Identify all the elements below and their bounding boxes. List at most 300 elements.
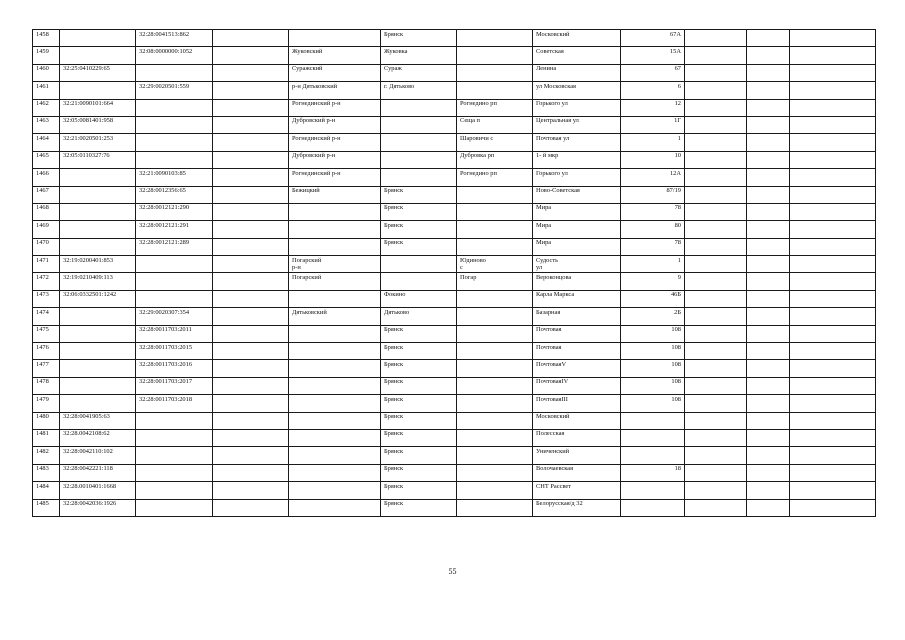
cell-settlement: Рогнедино рп	[457, 99, 533, 116]
cell-empty-col	[213, 290, 289, 307]
cell-extra-col-2	[747, 169, 790, 186]
cell-extra-col-2	[747, 308, 790, 325]
cell-cadastral-number-a: 32:19:0210409:113	[60, 273, 136, 290]
cell-street: Судость ул	[533, 256, 621, 273]
cell-row-number: 1469	[33, 221, 60, 238]
cell-extra-col-1	[685, 482, 747, 499]
cell-district	[289, 238, 381, 255]
cell-city: Брянск	[381, 360, 457, 377]
cell-row-number: 1476	[33, 343, 60, 360]
table-row	[33, 99, 876, 116]
cell-empty-col	[213, 395, 289, 412]
cell-extra-col-2	[747, 221, 790, 238]
cell-district: Рогнединский р-н	[289, 169, 381, 186]
cell-row-number: 1471	[33, 256, 60, 273]
cell-cadastral-number-b: 32:28:0012121:290	[136, 203, 213, 220]
cell-extra-col-3	[790, 238, 876, 255]
cell-street: Центральная ул	[533, 116, 621, 133]
cell-empty-col	[213, 464, 289, 481]
table-row	[33, 203, 876, 220]
cell-city: Брянск	[381, 464, 457, 481]
cell-cadastral-number-a	[60, 203, 136, 220]
cell-house-number: 108	[621, 325, 685, 342]
cell-house-number: 87/19	[621, 186, 685, 203]
cell-district: Погарский	[289, 273, 381, 290]
cell-empty-col	[213, 186, 289, 203]
cell-street: Белорусская/д 32	[533, 499, 621, 516]
cell-extra-col-3	[790, 82, 876, 99]
cell-house-number: 15А	[621, 47, 685, 64]
cell-empty-col	[213, 238, 289, 255]
cell-city	[381, 273, 457, 290]
cell-extra-col-1	[685, 447, 747, 464]
cell-cadastral-number-a	[60, 308, 136, 325]
cell-cadastral-number-a	[60, 238, 136, 255]
cell-house-number: 46Б	[621, 290, 685, 307]
cell-extra-col-3	[790, 377, 876, 394]
cell-house-number: 1	[621, 134, 685, 151]
table-row	[33, 308, 876, 325]
cell-extra-col-2	[747, 30, 790, 47]
cell-settlement	[457, 47, 533, 64]
cell-cadastral-number-a	[60, 82, 136, 99]
cell-empty-col	[213, 99, 289, 116]
cell-extra-col-1	[685, 99, 747, 116]
cell-extra-col-1	[685, 308, 747, 325]
cell-row-number: 1462	[33, 99, 60, 116]
cell-district	[289, 360, 381, 377]
cell-cadastral-number-b: 32:28:0012121:291	[136, 221, 213, 238]
cell-district	[289, 482, 381, 499]
cell-city: Брянск	[381, 395, 457, 412]
cell-settlement	[457, 343, 533, 360]
cell-extra-col-1	[685, 47, 747, 64]
cell-street: Ленина	[533, 64, 621, 81]
cell-row-number: 1470	[33, 238, 60, 255]
cell-district: Рогнединский р-н	[289, 99, 381, 116]
cell-house-number	[621, 499, 685, 516]
cell-house-number: 12	[621, 99, 685, 116]
cell-empty-col	[213, 343, 289, 360]
cell-row-number: 1482	[33, 447, 60, 464]
cell-extra-col-1	[685, 238, 747, 255]
cell-district: Погарский р-н	[289, 256, 381, 273]
cell-empty-col	[213, 273, 289, 290]
cell-district: р-н Дятьковский	[289, 82, 381, 99]
cell-cadastral-number-a	[60, 221, 136, 238]
table-row	[33, 395, 876, 412]
table-row	[33, 221, 876, 238]
cell-city: Брянск	[381, 429, 457, 446]
table-row	[33, 47, 876, 64]
cell-cadastral-number-a: 32:28:0041905:63	[60, 412, 136, 429]
cell-cadastral-number-b: 32:29:0020307:354	[136, 308, 213, 325]
cell-street: 1- й мкр	[533, 151, 621, 168]
cell-extra-col-1	[685, 82, 747, 99]
cell-house-number: 78	[621, 238, 685, 255]
cell-empty-col	[213, 325, 289, 342]
table-row	[33, 134, 876, 151]
cell-extra-col-2	[747, 447, 790, 464]
cell-city: Жуковка	[381, 47, 457, 64]
cell-city	[381, 151, 457, 168]
cell-extra-col-2	[747, 464, 790, 481]
cell-city: Брянск	[381, 377, 457, 394]
cell-extra-col-2	[747, 482, 790, 499]
cell-street: Карла Маркса	[533, 290, 621, 307]
table-row	[33, 238, 876, 255]
cell-extra-col-3	[790, 64, 876, 81]
table-row	[33, 325, 876, 342]
cell-row-number: 1484	[33, 482, 60, 499]
cell-house-number	[621, 429, 685, 446]
cell-settlement	[457, 308, 533, 325]
cell-district	[289, 447, 381, 464]
cell-extra-col-2	[747, 290, 790, 307]
cell-city: Брянск	[381, 499, 457, 516]
cell-district	[289, 203, 381, 220]
cell-row-number: 1483	[33, 464, 60, 481]
cell-cadastral-number-a	[60, 186, 136, 203]
cell-cadastral-number-a: 32:21:0020501:253	[60, 134, 136, 151]
cell-extra-col-1	[685, 464, 747, 481]
cell-street: Базарная	[533, 308, 621, 325]
cell-extra-col-2	[747, 273, 790, 290]
cell-district	[289, 429, 381, 446]
cell-extra-col-3	[790, 169, 876, 186]
cell-row-number: 1459	[33, 47, 60, 64]
table-row	[33, 151, 876, 168]
cell-street: Ново-Советская	[533, 186, 621, 203]
cell-city: Брянск	[381, 238, 457, 255]
cell-settlement	[457, 412, 533, 429]
table-row	[33, 290, 876, 307]
cell-extra-col-1	[685, 429, 747, 446]
cell-settlement	[457, 464, 533, 481]
cell-row-number: 1463	[33, 116, 60, 133]
cell-settlement: Рогнедино рп	[457, 169, 533, 186]
cell-city: Брянск	[381, 186, 457, 203]
cell-settlement	[457, 238, 533, 255]
cell-street: ул Московская	[533, 82, 621, 99]
cell-empty-col	[213, 203, 289, 220]
cell-cadastral-number-b	[136, 412, 213, 429]
cell-extra-col-3	[790, 343, 876, 360]
cell-settlement	[457, 64, 533, 81]
cell-settlement	[457, 325, 533, 342]
cell-cadastral-number-b: 32:08:0000000:1052	[136, 47, 213, 64]
cell-extra-col-2	[747, 343, 790, 360]
table-row	[33, 360, 876, 377]
cell-cadastral-number-b: 32:28:0012121:289	[136, 238, 213, 255]
table-row	[33, 377, 876, 394]
cell-settlement: Дубровка рп	[457, 151, 533, 168]
cell-cadastral-number-a	[60, 47, 136, 64]
cell-cadastral-number-b	[136, 99, 213, 116]
cell-extra-col-1	[685, 256, 747, 273]
cell-district: Суражский	[289, 64, 381, 81]
cell-cadastral-number-b	[136, 429, 213, 446]
cell-row-number: 1474	[33, 308, 60, 325]
cell-extra-col-1	[685, 273, 747, 290]
cell-settlement	[457, 499, 533, 516]
cell-house-number: 67А	[621, 30, 685, 47]
table-row	[33, 343, 876, 360]
cell-district	[289, 343, 381, 360]
cell-extra-col-1	[685, 395, 747, 412]
cell-house-number	[621, 447, 685, 464]
cell-extra-col-1	[685, 325, 747, 342]
cell-extra-col-3	[790, 186, 876, 203]
cell-row-number: 1485	[33, 499, 60, 516]
cell-cadastral-number-b	[136, 482, 213, 499]
cell-cadastral-number-a	[60, 169, 136, 186]
cell-street: Московский	[533, 412, 621, 429]
cell-cadastral-number-a: 32:05:0081401:958	[60, 116, 136, 133]
cell-extra-col-1	[685, 186, 747, 203]
cell-extra-col-3	[790, 47, 876, 64]
cell-street: Полесская	[533, 429, 621, 446]
cell-house-number: 78	[621, 203, 685, 220]
cell-extra-col-3	[790, 360, 876, 377]
cell-street: Мира	[533, 238, 621, 255]
cell-cadastral-number-b	[136, 256, 213, 273]
cell-cadastral-number-b: 32:28:0011703:2016	[136, 360, 213, 377]
cell-extra-col-1	[685, 151, 747, 168]
cell-row-number: 1480	[33, 412, 60, 429]
cell-settlement	[457, 290, 533, 307]
cell-street: ПочтоваяV	[533, 360, 621, 377]
cell-house-number: 108	[621, 395, 685, 412]
cell-street: Вероконцова	[533, 273, 621, 290]
cell-district	[289, 464, 381, 481]
cell-cadastral-number-a: 32:28:0042110:102	[60, 447, 136, 464]
cell-house-number: 108	[621, 377, 685, 394]
cell-empty-col	[213, 116, 289, 133]
cell-empty-col	[213, 377, 289, 394]
cell-extra-col-3	[790, 203, 876, 220]
cell-row-number: 1473	[33, 290, 60, 307]
cell-empty-col	[213, 412, 289, 429]
cell-city: Дятьково	[381, 308, 457, 325]
cell-street: ПочтоваяIV	[533, 377, 621, 394]
cell-settlement	[457, 377, 533, 394]
cell-empty-col	[213, 221, 289, 238]
cell-cadastral-number-a	[60, 360, 136, 377]
cell-extra-col-1	[685, 64, 747, 81]
cell-settlement	[457, 395, 533, 412]
cell-extra-col-1	[685, 343, 747, 360]
cell-row-number: 1465	[33, 151, 60, 168]
cell-extra-col-2	[747, 325, 790, 342]
cell-cadastral-number-b: 32:29:0020501:559	[136, 82, 213, 99]
cell-extra-col-1	[685, 290, 747, 307]
cell-cadastral-number-a: 32:28:0042221:118	[60, 464, 136, 481]
cell-district: Дятьковский	[289, 308, 381, 325]
cell-district: Дубровский р-н	[289, 116, 381, 133]
cell-cadastral-number-b	[136, 499, 213, 516]
table-row	[33, 256, 876, 273]
cell-empty-col	[213, 64, 289, 81]
cell-cadastral-number-b	[136, 273, 213, 290]
cell-settlement	[457, 482, 533, 499]
cell-row-number: 1461	[33, 82, 60, 99]
cell-extra-col-2	[747, 238, 790, 255]
cell-cadastral-number-a: 32:19:0200401:853	[60, 256, 136, 273]
cell-district: Рогнединский р-н	[289, 134, 381, 151]
cell-settlement	[457, 360, 533, 377]
cell-extra-col-2	[747, 429, 790, 446]
registry-table	[32, 29, 876, 517]
table-row	[33, 499, 876, 516]
cell-settlement	[457, 203, 533, 220]
cell-extra-col-2	[747, 203, 790, 220]
table-row	[33, 116, 876, 133]
cell-cadastral-number-a: 32:28:0042036:1926	[60, 499, 136, 516]
cell-extra-col-1	[685, 134, 747, 151]
cell-row-number: 1475	[33, 325, 60, 342]
cell-house-number: 10	[621, 151, 685, 168]
table-row	[33, 64, 876, 81]
cell-city: Брянск	[381, 447, 457, 464]
cell-house-number: 9	[621, 273, 685, 290]
cell-extra-col-3	[790, 499, 876, 516]
cell-extra-col-1	[685, 116, 747, 133]
cell-extra-col-3	[790, 308, 876, 325]
cell-settlement: Погар	[457, 273, 533, 290]
table-row	[33, 429, 876, 446]
cell-settlement	[457, 82, 533, 99]
table-row	[33, 447, 876, 464]
cell-row-number: 1468	[33, 203, 60, 220]
cell-cadastral-number-a: 32:21:0090101:664	[60, 99, 136, 116]
cell-cadastral-number-a	[60, 30, 136, 47]
cell-empty-col	[213, 447, 289, 464]
cell-extra-col-3	[790, 256, 876, 273]
cell-extra-col-2	[747, 47, 790, 64]
cell-extra-col-2	[747, 186, 790, 203]
cell-cadastral-number-b	[136, 447, 213, 464]
cell-extra-col-2	[747, 256, 790, 273]
cell-extra-col-3	[790, 30, 876, 47]
cell-cadastral-number-a: 32:28.0010401:1668	[60, 482, 136, 499]
cell-empty-col	[213, 482, 289, 499]
cell-district	[289, 221, 381, 238]
cell-street: Горького ул	[533, 99, 621, 116]
cell-cadastral-number-a: 32:06:0332501:1242	[60, 290, 136, 307]
cell-extra-col-2	[747, 377, 790, 394]
cell-cadastral-number-b	[136, 290, 213, 307]
cell-empty-col	[213, 82, 289, 99]
cell-extra-col-3	[790, 273, 876, 290]
cell-city	[381, 134, 457, 151]
cell-cadastral-number-a	[60, 343, 136, 360]
cell-settlement	[457, 186, 533, 203]
cell-row-number: 1478	[33, 377, 60, 394]
cell-district	[289, 395, 381, 412]
cell-city: Брянск	[381, 203, 457, 220]
table-row	[33, 169, 876, 186]
cell-extra-col-3	[790, 221, 876, 238]
cell-extra-col-2	[747, 151, 790, 168]
cell-settlement	[457, 447, 533, 464]
cell-cadastral-number-b: 32:28:0011703:2011	[136, 325, 213, 342]
cell-house-number: 2Б	[621, 308, 685, 325]
cell-empty-col	[213, 47, 289, 64]
cell-settlement	[457, 221, 533, 238]
cell-row-number: 1464	[33, 134, 60, 151]
cell-cadastral-number-a	[60, 377, 136, 394]
cell-row-number: 1467	[33, 186, 60, 203]
cell-cadastral-number-b: 32:21:0090103:85	[136, 169, 213, 186]
cell-city: Сураж	[381, 64, 457, 81]
cell-street: Почтовая ул	[533, 134, 621, 151]
cell-city: Брянск	[381, 343, 457, 360]
cell-cadastral-number-b: 32:28:0012356:65	[136, 186, 213, 203]
cell-empty-col	[213, 256, 289, 273]
cell-row-number: 1466	[33, 169, 60, 186]
cell-district	[289, 325, 381, 342]
cell-district: Жуковский	[289, 47, 381, 64]
cell-district	[289, 499, 381, 516]
cell-extra-col-2	[747, 360, 790, 377]
cell-city	[381, 256, 457, 273]
cell-settlement: Юдиново с	[457, 256, 533, 273]
cell-cadastral-number-b	[136, 116, 213, 133]
cell-city	[381, 116, 457, 133]
cell-street: ПочтоваяIII	[533, 395, 621, 412]
cell-row-number: 1481	[33, 429, 60, 446]
cell-house-number: 108	[621, 360, 685, 377]
cell-cadastral-number-b	[136, 64, 213, 81]
cell-cadastral-number-b	[136, 134, 213, 151]
cell-cadastral-number-b	[136, 464, 213, 481]
cell-extra-col-1	[685, 377, 747, 394]
cell-street: Мира	[533, 203, 621, 220]
cell-settlement	[457, 30, 533, 47]
cell-extra-col-2	[747, 99, 790, 116]
cell-extra-col-3	[790, 412, 876, 429]
cell-cadastral-number-b: 32:28:0011703:2017	[136, 377, 213, 394]
cell-extra-col-2	[747, 116, 790, 133]
cell-empty-col	[213, 151, 289, 168]
cell-district	[289, 30, 381, 47]
cell-extra-col-1	[685, 30, 747, 47]
cell-extra-col-2	[747, 395, 790, 412]
table-row	[33, 82, 876, 99]
table-row	[33, 482, 876, 499]
cell-empty-col	[213, 30, 289, 47]
cell-city: Брянск	[381, 482, 457, 499]
cell-house-number: 67	[621, 64, 685, 81]
cell-city: Брянск	[381, 30, 457, 47]
cell-row-number: 1472	[33, 273, 60, 290]
cell-settlement: Сеща п	[457, 116, 533, 133]
cell-street: СНТ Рассвет	[533, 482, 621, 499]
table-row	[33, 30, 876, 47]
cell-city: Брянск	[381, 325, 457, 342]
table-row	[33, 464, 876, 481]
cell-empty-col	[213, 134, 289, 151]
cell-extra-col-2	[747, 64, 790, 81]
cell-district: Бежицкий	[289, 186, 381, 203]
cell-settlement: Шаровичи с	[457, 134, 533, 151]
page-number: 55	[448, 567, 457, 576]
cell-empty-col	[213, 308, 289, 325]
cell-cadastral-number-b: 32:28:0011703:2018	[136, 395, 213, 412]
cell-row-number: 1460	[33, 64, 60, 81]
cell-cadastral-number-a: 32:05:0110327:76	[60, 151, 136, 168]
